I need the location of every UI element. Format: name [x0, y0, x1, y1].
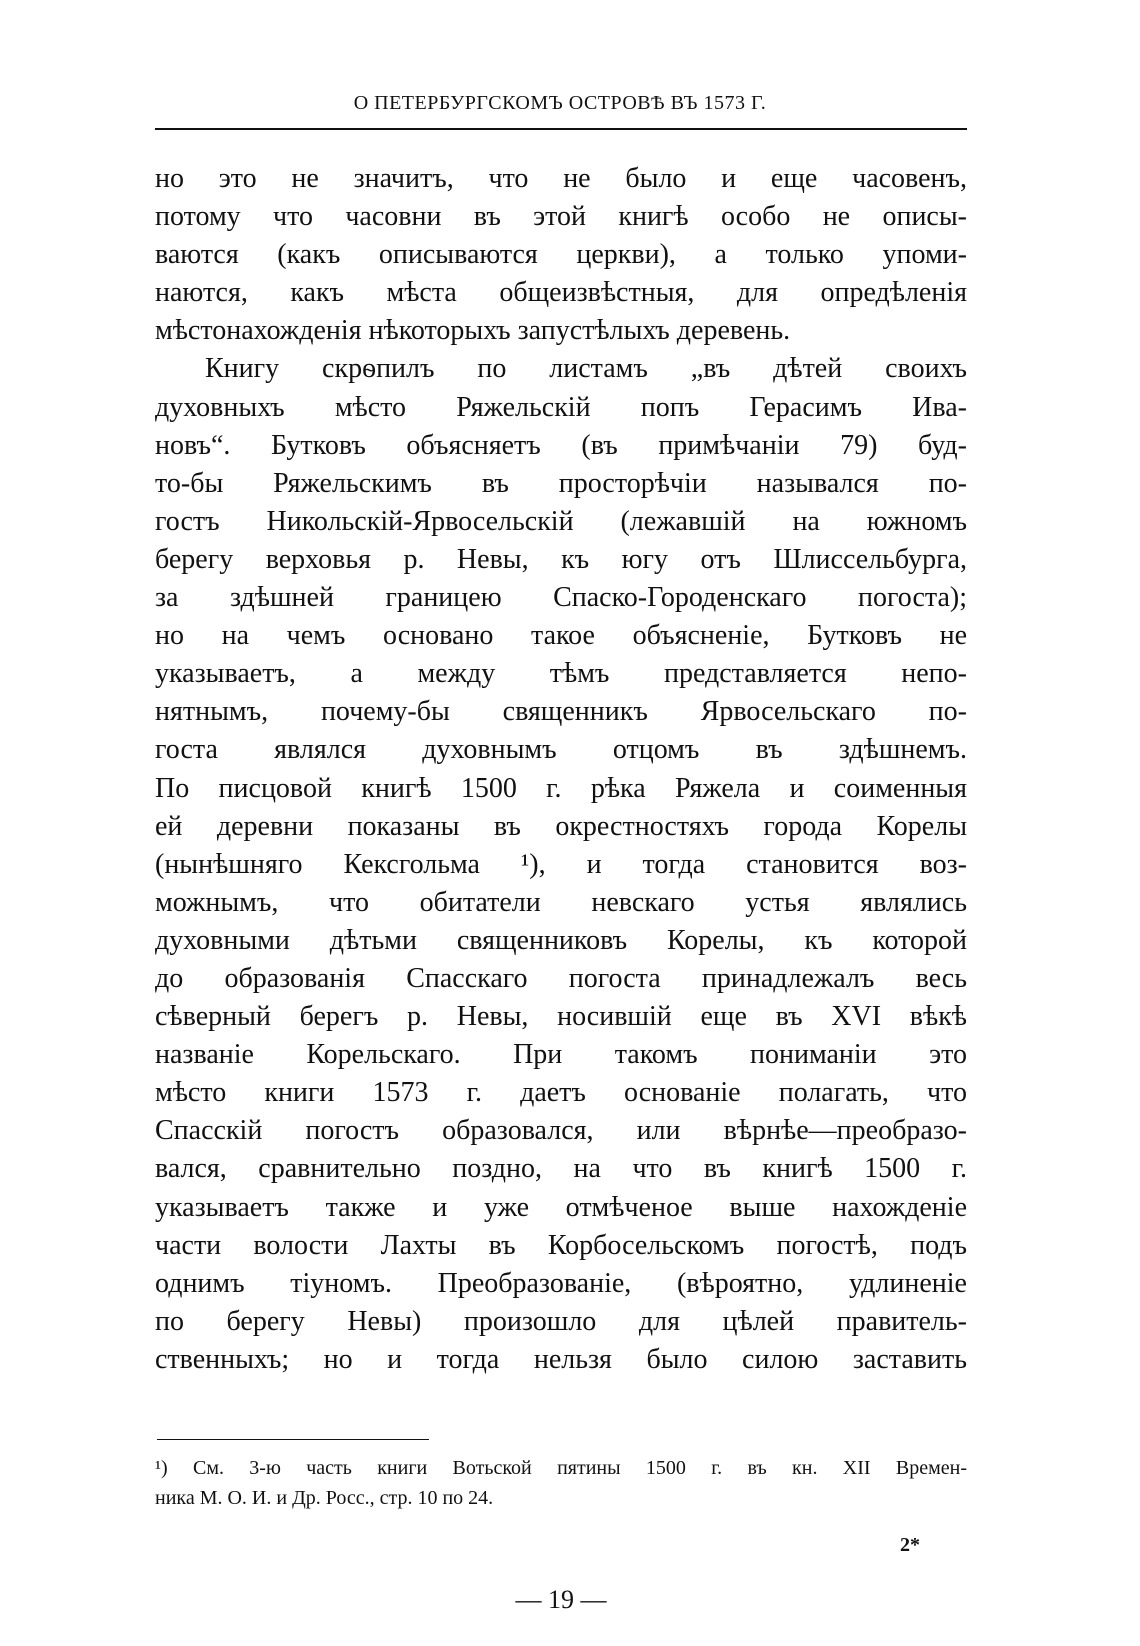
body-line: гостъ Никольскій-Ярвосельскій (лежавшій на южномъ	[155, 505, 967, 537]
signature-mark: 2*	[900, 1534, 920, 1556]
body-line: берегу верховья р. Невы, къ югу отъ Шлиссельбурга,	[155, 543, 967, 575]
body-line: духовными дѣтьми священниковъ Корелы, къ которой	[155, 924, 967, 956]
body-line: мѣстонахожденія нѣкоторыхъ запустѣлыхъ деревень.	[155, 315, 791, 347]
body-line: до образованія Спасскаго погоста принадлежалъ весь	[155, 962, 967, 994]
body-line: По писцовой книгѣ 1500 г. рѣка Ряжела и соименныя	[155, 772, 967, 804]
body-line: потому что часовни въ этой книгѣ особо не описы-	[155, 201, 967, 233]
body-line: указываетъ также и уже отмѣченое выше нахожденіе	[155, 1191, 967, 1223]
body-line: духовныхъ мѣсто Ряжельскій попъ Герасимъ Ива-	[155, 391, 967, 423]
body-line: однимъ тіуномъ. Преобразованіе, (вѣроятно, удлиненіе	[155, 1267, 967, 1299]
running-head: О ПЕТЕРБУРГСКОМЪ ОСТРОВѢ ВЪ 1573 Г.	[353, 92, 767, 114]
body-line: (нынѣшняго Кексгольма ¹), и тогда становится воз-	[155, 848, 967, 880]
body-line: вался, сравнительно поздно, на что въ книгѣ 1500 г.	[155, 1153, 967, 1185]
body-line: части волости Лахты въ Корбосельскомъ погостѣ, подъ	[155, 1229, 967, 1261]
body-line: мѣсто книги 1573 г. даетъ основаніе полагать, что	[155, 1077, 967, 1109]
body-line: Спасскій погостъ образовался, или вѣрнѣе—преобразо-	[155, 1115, 967, 1147]
body-line: ей деревни показаны въ окрестностяхъ города Корелы	[155, 810, 967, 842]
body-line: наются, какъ мѣста общеизвѣстныя, для опредѣленія	[155, 277, 967, 309]
body-line: госта являлся духовнымъ отцомъ въ здѣшнемъ.	[155, 734, 967, 766]
body-line: Книгу скрѳпилъ по листамъ „въ дѣтей своихъ	[205, 353, 967, 385]
body-line: то-бы Ряжельскимъ въ просторѣчіи назывался по-	[155, 467, 967, 499]
body-line: ственныхъ; но и тогда нельзя было силою заставить	[155, 1343, 967, 1375]
page-number: — 19 —	[515, 1585, 607, 1614]
footnote-rule	[157, 1439, 429, 1440]
body-line: новъ“. Бутковъ объясняетъ (въ примѣчаніи 79) буд-	[155, 429, 967, 461]
body-line: сѣверный берегъ р. Невы, носившій еще въ XVI вѣкѣ	[155, 1001, 967, 1033]
body-line: названіе Корельскаго. При такомъ пониманіи это	[155, 1039, 967, 1071]
body-line: но это не значитъ, что не было и еще часовенъ,	[155, 163, 967, 194]
body-line: за здѣшней границею Спаско-Городенскаго погоста);	[155, 582, 967, 614]
footnote-line: ника М. О. И. и Др. Росс., стр. 10 по 24.	[155, 1487, 494, 1509]
header-rule	[155, 128, 967, 130]
body-text	[155, 160, 967, 1379]
body-line: можнымъ, что обитатели невскаго устья являлись	[155, 886, 967, 918]
body-line: нятнымъ, почему-бы священникъ Ярвосельскаго по-	[155, 696, 967, 728]
body-line: по берегу Невы) произошло для цѣлей правитель-	[155, 1305, 967, 1337]
body-line: ваются (какъ описываются церкви), а только упоми-	[155, 239, 967, 271]
footnote-line: ¹) См. 3-ю часть книги Вотьской пятины 1500 г. въ кн. XII Времен-	[155, 1457, 967, 1479]
footnote	[155, 1453, 967, 1513]
body-line: но на чемъ основано такое объясненіе, Бутковъ не	[155, 620, 967, 652]
body-line: указываетъ, а между тѣмъ представляется непо-	[155, 658, 967, 690]
